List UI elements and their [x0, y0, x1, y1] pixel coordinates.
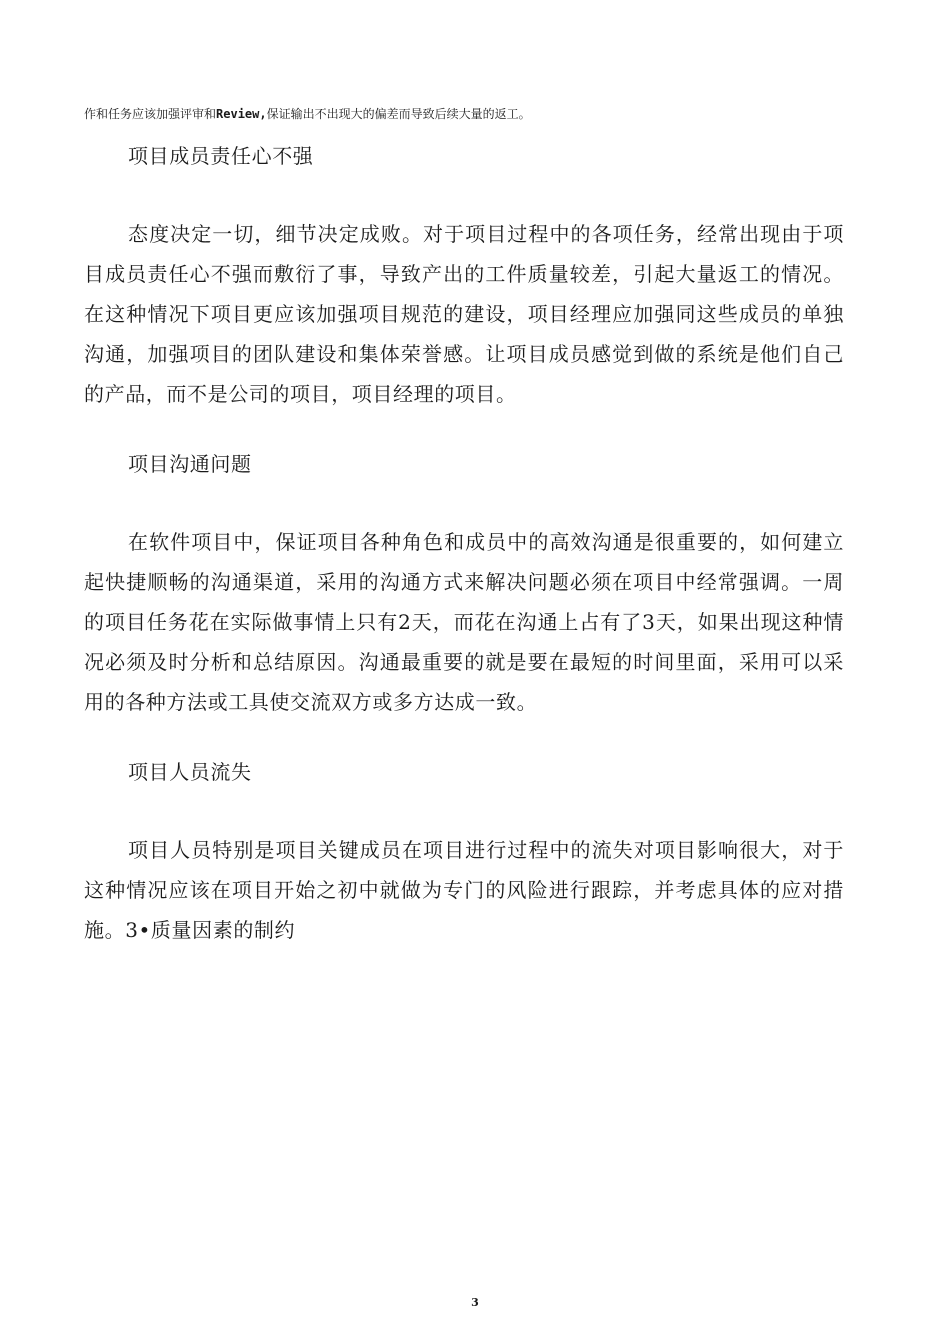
body-content	[84, 136, 844, 950]
continuation-line	[84, 104, 864, 124]
section-heading-responsibility: 项目成员责任心不强	[128, 144, 314, 168]
continuation-text-end: 保证输出不出现大的偏差而导致后续大量的返工。	[266, 107, 531, 121]
page-number: 3	[471, 1296, 479, 1309]
section-paragraph-responsibility: 态度决定一切，细节决定成败。对于项目过程中的各项任务，经常出现由于项目成员责任心不强而敷衍了事，导致产出的工件质量较差，引起大量返工的情况。在这种情况下项目更应该加强项目规范的建设，项目经理应加强同这些成员的单独沟通，加强项目的团队建设和集体荣誉感。让项目成员感觉到做的系统是他们自己的产品，而不是公司的项目，项目经理的项目。	[84, 222, 844, 406]
continuation-text-start: 作和任务应该加强评审和	[84, 107, 217, 121]
section-heading-communication: 项目沟通问题	[128, 452, 252, 476]
section-paragraph-staff-loss: 项目人员特别是项目关键成员在项目进行过程中的流失对项目影响很大，对于这种情况应该在项目开始之初中就做为专门的风险进行跟踪，并考虑具体的应对措施。3•质量因素的制约	[84, 838, 844, 942]
section-paragraph-communication: 在软件项目中，保证项目各种角色和成员中的高效沟通是很重要的，如何建立起快捷顺畅的沟通渠道，采用的沟通方式来解决问题必须在项目中经常强调。一周的项目任务花在实际做事情上只有2天，而花在沟通上占有了3天，如果出现这种情况必须及时分析和总结原因。沟通最重要的就是要在最短的时间里面，采用可以采用的各种方法或工具使交流双方或多方达成一致。	[84, 530, 844, 714]
review-term: Review,	[216, 107, 267, 121]
section-heading-staff-loss: 项目人员流失	[128, 760, 252, 784]
